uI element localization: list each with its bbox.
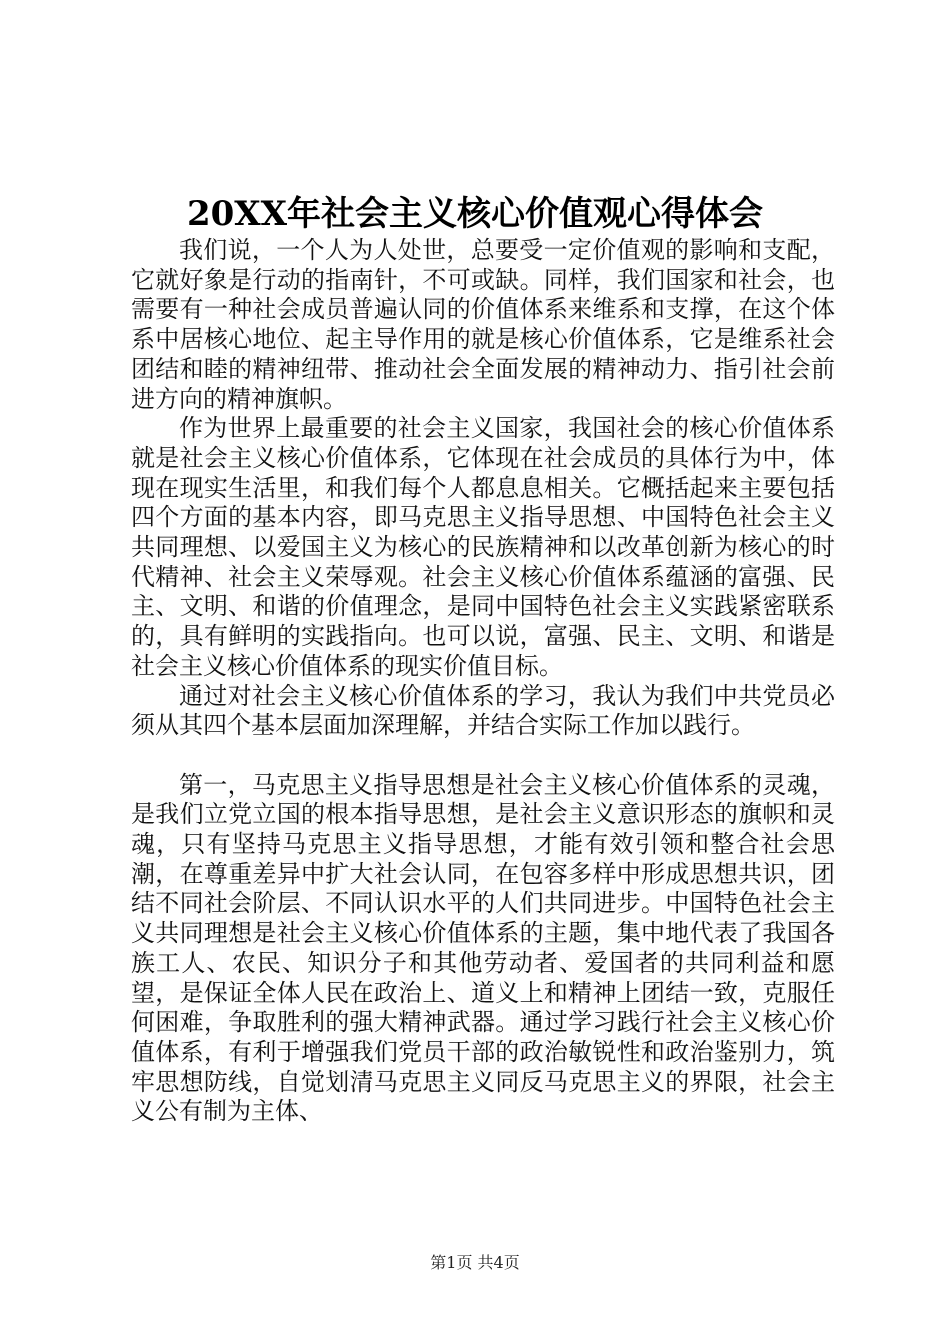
page-footer: 第1页 共4页: [430, 1253, 520, 1272]
paragraph: 我们说，一个人为人处世，总要受一定价值观的影响和支配，它就好象是行动的指南针，不可或缺。同样，我们国家和社会，也需要有一种社会成员普遍认同的价值体系来维系和支撑，在这个体系中居核心地位、起主导作用的就是核心价值体系，它是维系社会团结和睦的精神纽带、推动社会全面发展的精神动力、指引社会前进方向的精神旗帜。: [131, 236, 835, 413]
paragraph: 通过对社会主义核心价值体系的学习，我认为我们中共党员必须从其四个基本层面加深理解，并结合实际工作加以践行。: [131, 681, 835, 740]
document-title: 20XX年社会主义核心价值观心得体会: [186, 194, 764, 234]
paragraph: 作为世界上最重要的社会主义国家，我国社会的核心价值体系就是社会主义核心价值体系，它体现在社会成员的具体行为中，体现在现实生活里，和我们每个人都息息相关。它概括起来主要包括四个方面的基本内容，即马克思主义指导思想、中国特色社会主义共同理想、以爱国主义为核心的民族精神和以改革创新为核心的时代精神、社会主义荣辱观。社会主义核心价值体系蕴涵的富强、民主、文明、和谐的价值理念，是同中国特色社会主义实践紧密联系的，具有鲜明的实践指向。也可以说，富强、民主、文明、和谐是社会主义核心价值体系的现实价值目标。: [131, 414, 835, 680]
paragraph: 第一，马克思主义指导思想是社会主义核心价值体系的灵魂，是我们立党立国的根本指导思想，是社会主义意识形态的旗帜和灵魂，只有坚持马克思主义指导思想，才能有效引领和整合社会思潮，在尊重差异中扩大社会认同，在包容多样中形成思想共识，团结不同社会阶层、不同认识水平的人们共同进步。中国特色社会主义共同理想是社会主义核心价值体系的主题，集中地代表了我国各族工人、农民、知识分子和其他劳动者、爱国者的共同利益和愿望，是保证全体人民在政治上、道义上和精神上团结一致，克服任何困难，争取胜利的强大精神武器。通过学习践行社会主义核心价值体系，有利于增强我们党员干部的政治敏锐性和政治鉴别力，筑牢思想防线，自觉划清马克思主义同反马克思主义的界限，社会主义公有制为主体、: [131, 770, 835, 1126]
document-body: [131, 236, 835, 1127]
